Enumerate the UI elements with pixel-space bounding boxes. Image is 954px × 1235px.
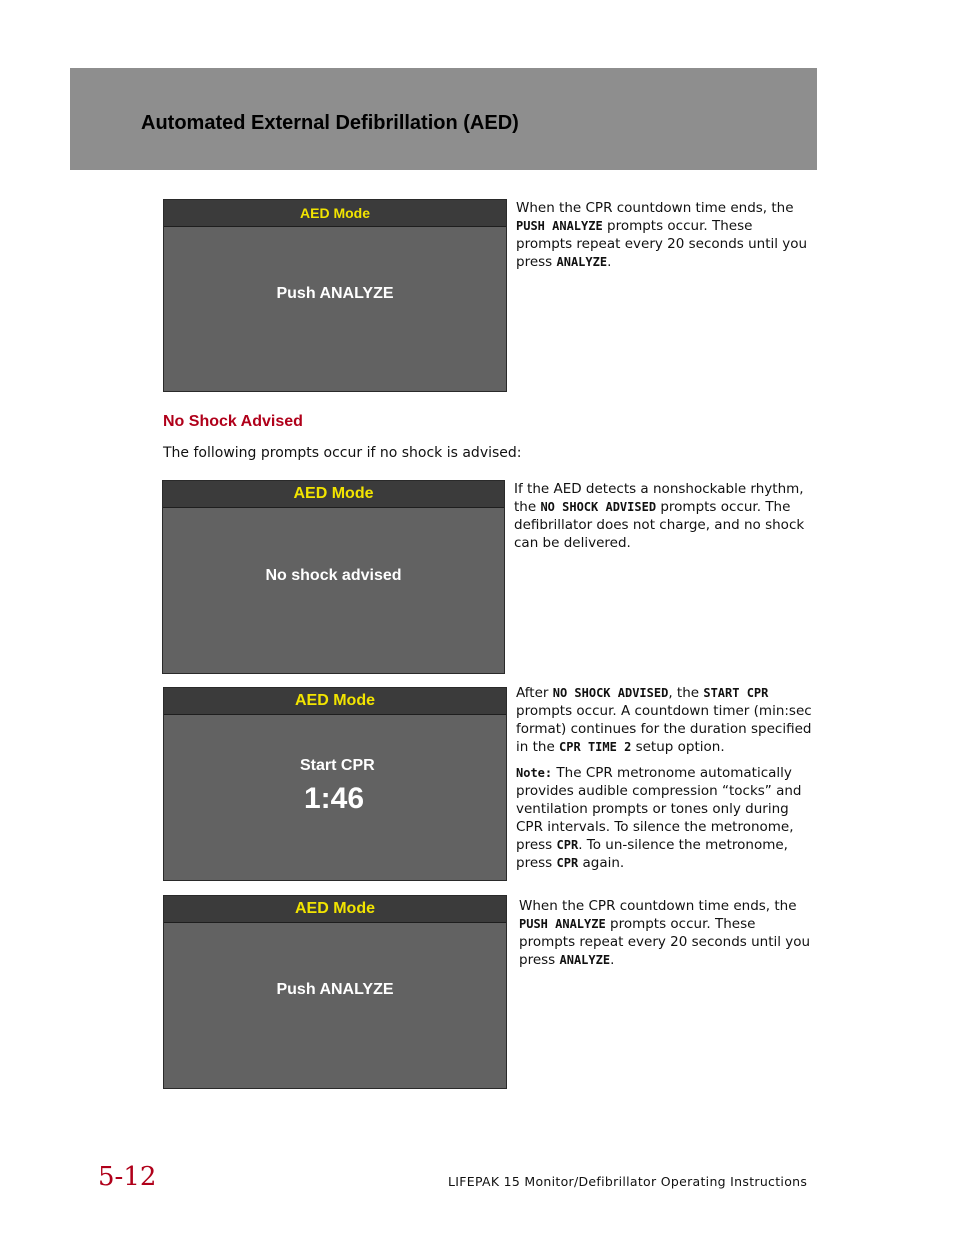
description-text: , the [668,685,704,701]
screen-mode-bar: AED Mode [164,200,506,227]
description-text: If the AED detects a nonshockable rhythm, the [514,481,804,515]
description-text: prompts occur. A countdown timer (min:sec format) continues for the duration specified in the [516,703,812,755]
description-paragraph [516,199,812,271]
screen-message: Start CPR [300,757,375,774]
screen-description [514,480,810,552]
page-number: 5-12 [98,1162,157,1192]
description-text: When the CPR countdown time ends, the [516,200,794,216]
section-heading: No Shock Advised [163,413,303,430]
description-paragraph [514,480,810,552]
keyword: ANALYZE [556,255,608,269]
screen-mode-bar: AED Mode [163,481,504,508]
screen-message: Push ANALYZE [276,981,394,998]
description-text: setup option. [631,739,725,755]
section-intro: The following prompts occur if no shock is advised: [163,445,522,461]
page-title: Automated External Defibrillation (AED) [141,112,519,134]
screen-message: No shock advised [265,567,402,584]
description-text: The CPR metronome automatically provides audible compression “tocks” and ventilation prompts or tones only during CPR intervals. To silence the metronome, press [516,765,802,853]
description-paragraph [516,684,816,756]
keyword: CPR [556,856,579,870]
description-text: prompts occur. These prompts repeat every 20 seconds until you press [516,218,808,270]
description-text: . [610,952,615,968]
screen-mode-bar: AED Mode [164,688,506,715]
screen-message: Push ANALYZE [276,285,394,302]
keyword: NO SHOCK ADVISED [540,500,657,514]
keyword: NO SHOCK ADVISED [552,686,669,700]
description-text: prompts occur. These prompts repeat every 20 seconds until you press [519,916,811,968]
keyword: PUSH ANALYZE [519,917,606,931]
description-text: When the CPR countdown time ends, the [519,898,797,914]
keyword: CPR TIME 2 [559,740,632,754]
screen-description [516,684,816,872]
description-text: again. [578,855,625,871]
header-band [70,68,817,170]
aed-screen-push-analyze [163,199,507,392]
keyword: Note: [516,766,553,780]
screen-description [519,897,815,969]
cpr-countdown-timer: 1:46 [304,782,365,815]
description-text: . [607,254,612,270]
aed-screen-no-shock-advised [162,480,505,674]
description-text: . To un-silence the metronome, press [516,837,788,871]
footer-title: LIFEPAK 15 Monitor/Defibrillator Operating Instructions [448,1174,808,1189]
description-paragraph [516,764,816,872]
keyword: PUSH ANALYZE [516,219,603,233]
screen-description [516,199,812,271]
aed-screen-push-analyze [163,895,507,1089]
keyword: ANALYZE [559,953,611,967]
description-paragraph [519,897,815,969]
keyword: CPR [556,838,579,852]
keyword: START CPR [703,686,769,700]
aed-screen-start-cpr [163,687,507,881]
description-text: After [516,685,553,701]
description-text: prompts occur. The defibrillator does not charge, and no shock can be delivered. [514,499,805,551]
screen-mode-bar: AED Mode [164,896,506,923]
